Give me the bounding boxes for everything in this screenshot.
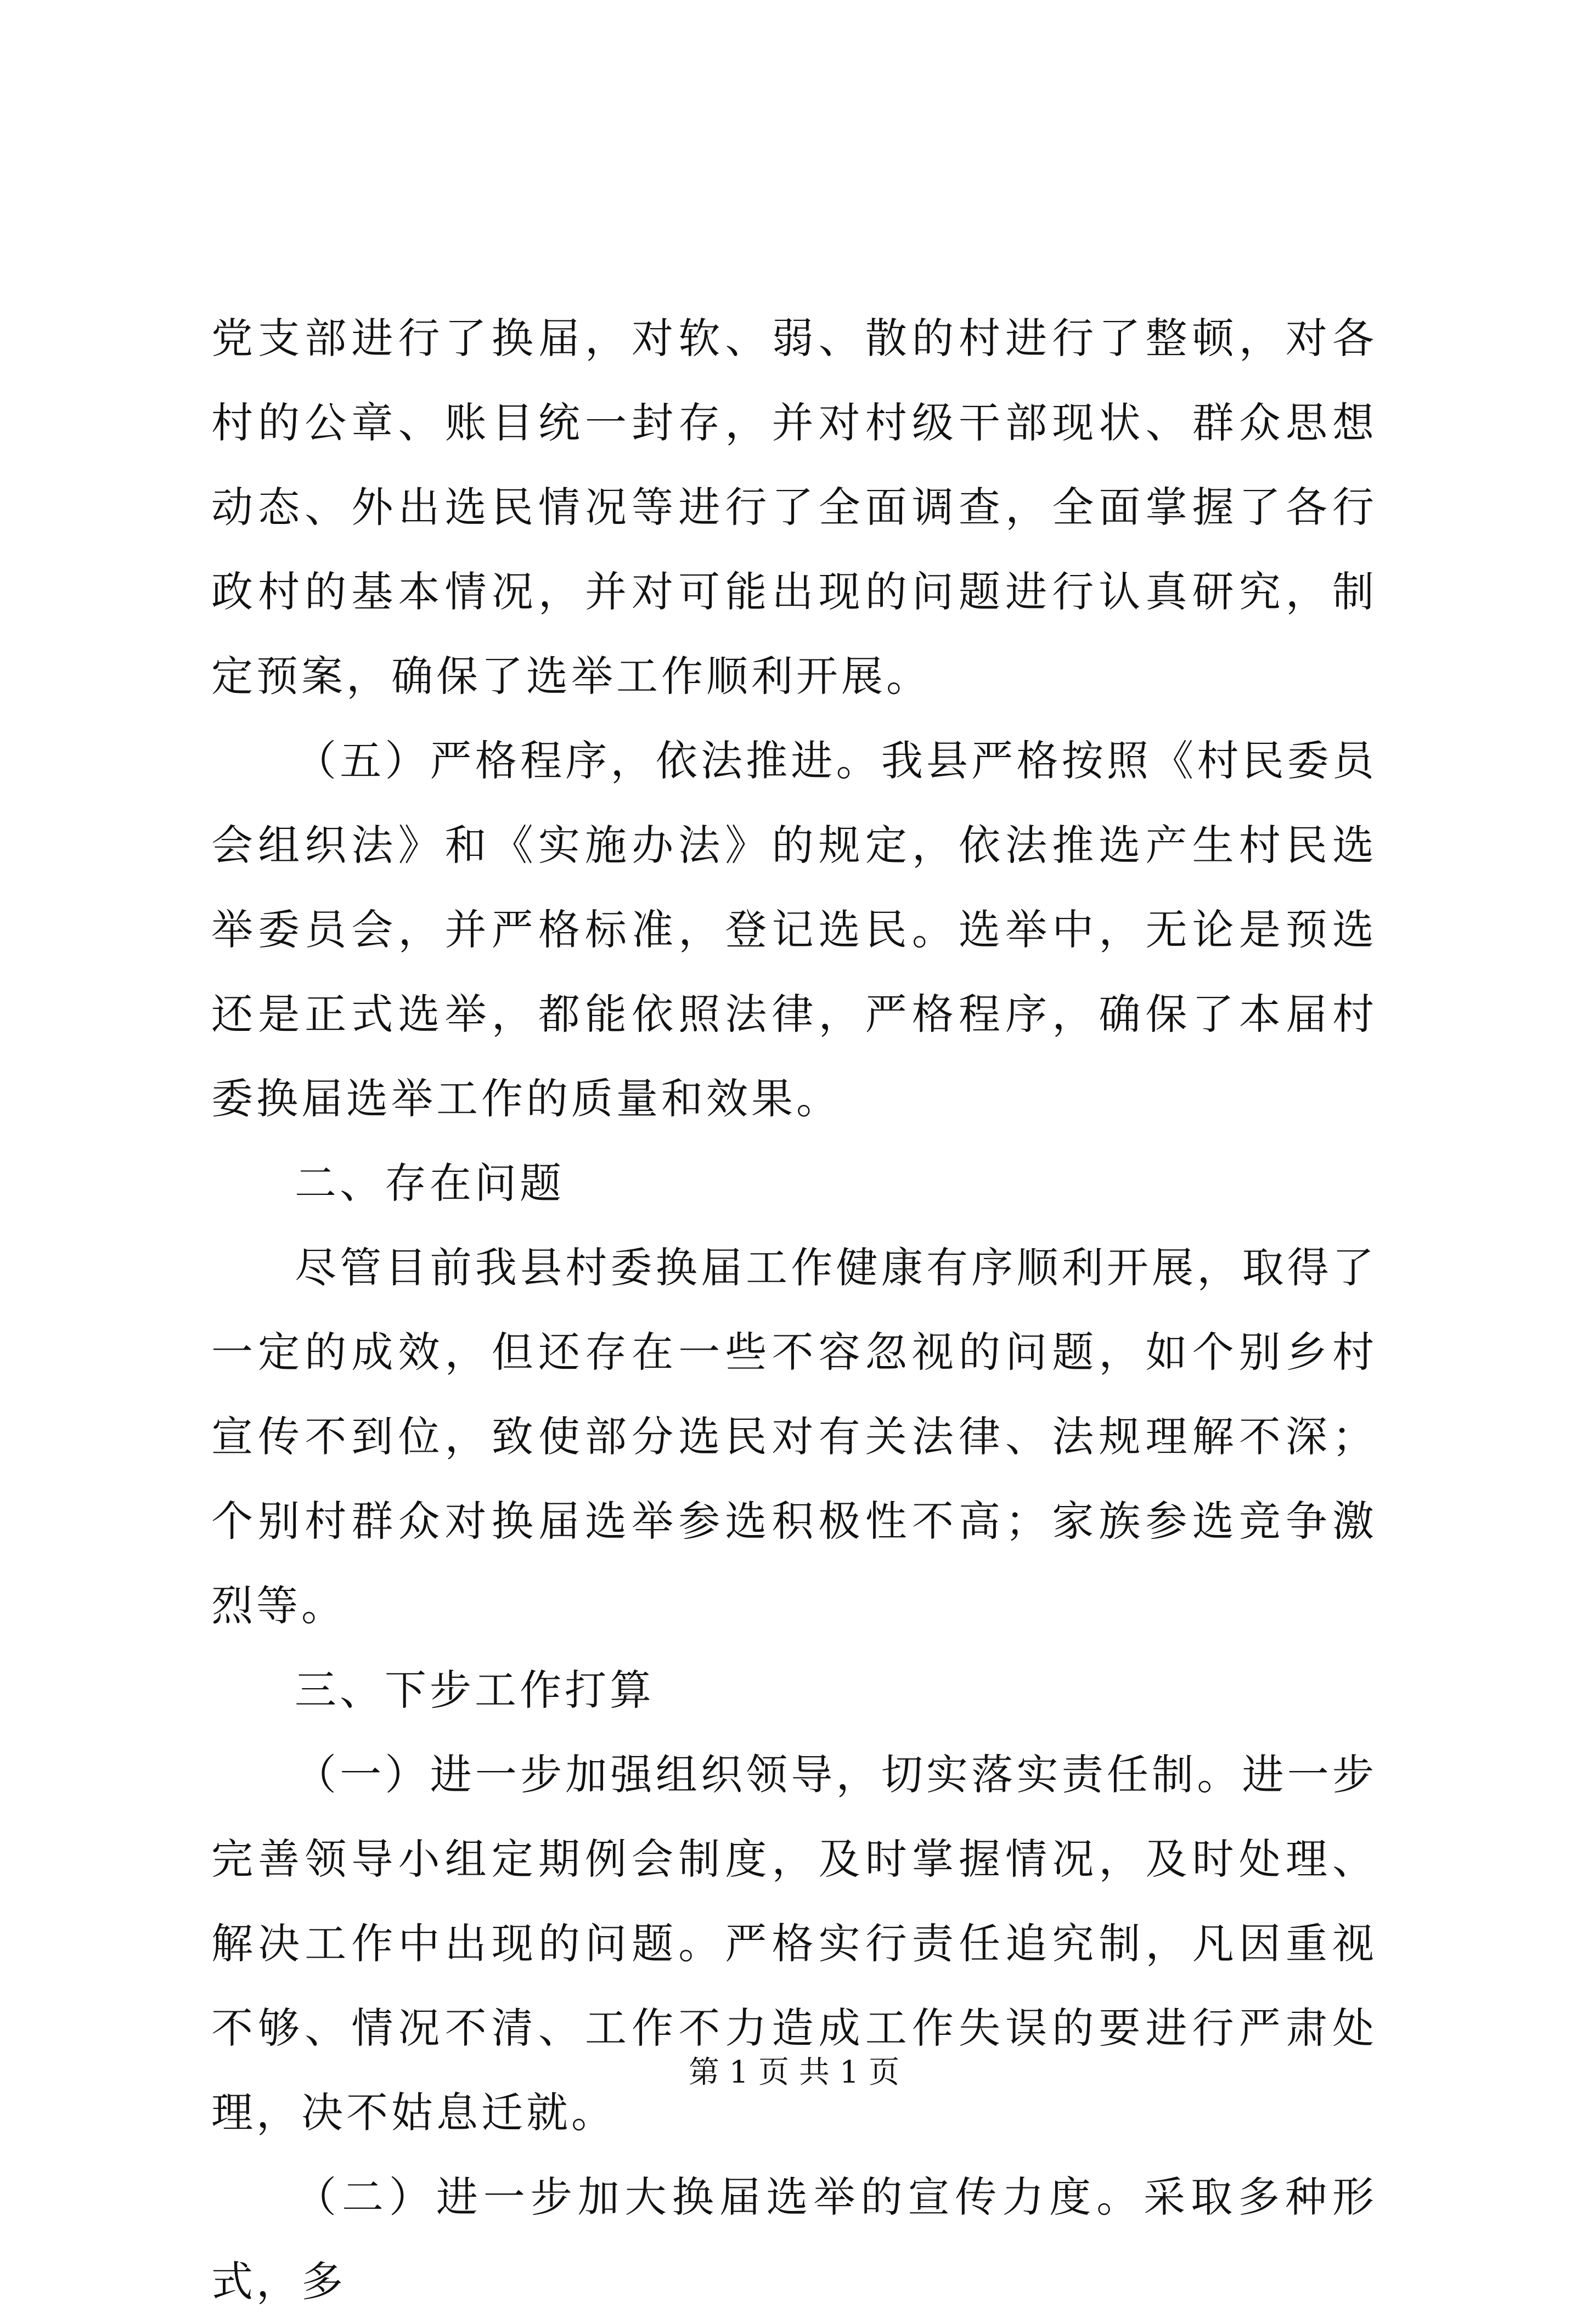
section-heading-next-steps: 三、下步工作打算 [295, 1666, 655, 1714]
page-footer: 第 1 页 共 1 页 [688, 2055, 900, 2090]
section-heading-problems: 二、存在问题 [295, 1159, 565, 1208]
paragraph-leadership: （一）进一步加强组织领导，切实落实责任制。进一步完善领导小组定期例会制度，及时掌握情况，及时处理、解决工作中出现的问题。严格实行责任追究制，凡因重视不够、情况不清、工作不力造成工作失误的要进行严肃处理，决不姑息迁就。 [211, 1750, 1377, 2137]
paragraph-publicity: （二）进一步加大换届选举的宣传力度。采取多种形式，多 [211, 2173, 1377, 2306]
paragraph-continuation: 党支部进行了换届，对软、弱、散的村进行了整顿，对各村的公章、账目统一封存，并对村级干部现状、群众思想动态、外出选民情况等进行了全面调查，全面掌握了各行政村的基本情况，并对可能出现的问题进行认真研究，制定预案，确保了选举工作顺利开展。 [211, 314, 1377, 701]
paragraph-strict-procedure: （五）严格程序，依法推进。我县严格按照《村民委员会组织法》和《实施办法》的规定，依法推选产生村民选举委员会，并严格标准，登记选民。选举中，无论是预选还是正式选举，都能依照法律，严格程序，确保了本届村委换届选举工作的质量和效果。 [211, 736, 1377, 1123]
paragraph-problems: 尽管目前我县村委换届工作健康有序顺利开展，取得了一定的成效，但还存在一些不容忽视的问题，如个别乡村宣传不到位，致使部分选民对有关法律、法规理解不深；个别村群众对换届选举参选积极性不高；家族参选竞争激烈等。 [211, 1243, 1377, 1630]
document-body [211, 296, 1377, 2324]
